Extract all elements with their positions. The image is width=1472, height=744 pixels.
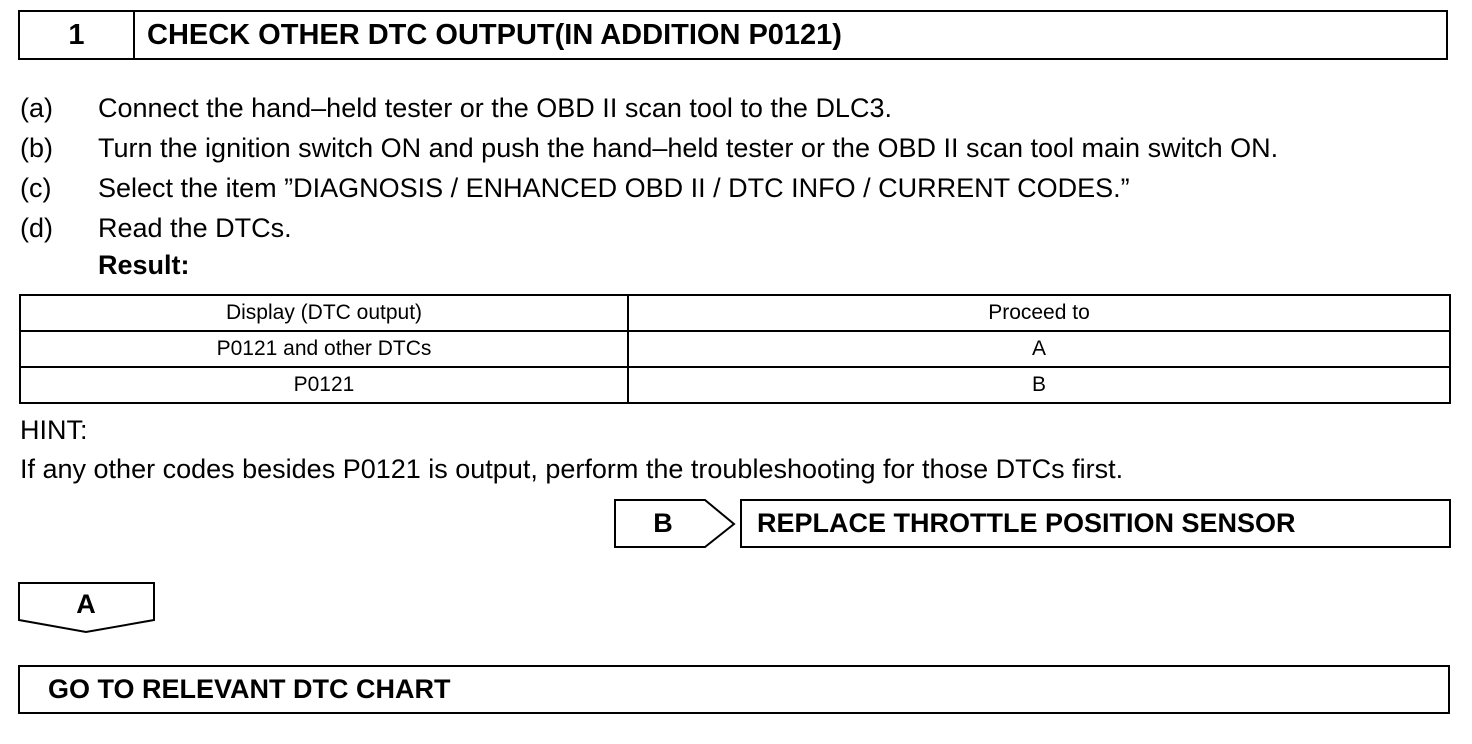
procedure-step-a [20,88,1278,128]
procedure-step-c [20,168,1278,208]
step-title: CHECK OTHER DTC OUTPUT(IN ADDITION P0121) [147,18,842,51]
hint-text: If any other codes besides P0121 is output, perform the troubleshooting for those DTCs first. [20,454,1124,484]
table-cell: B [628,367,1450,403]
procedure-step-d [20,208,1278,248]
procedure-text: Select the item ”DIAGNOSIS / ENHANCED OBD II / DTC INFO / CURRENT CODES.” [98,172,1130,203]
table-row [20,367,1450,403]
procedure-marker: (b) [20,132,53,163]
hint-label: HINT: [20,415,88,445]
table-cell: A [628,331,1450,367]
table-cell: P0121 and other DTCs [20,331,628,367]
result-table [19,294,1451,404]
procedure-text: Read the DTCs. [98,212,292,243]
procedure-marker: (c) [20,172,52,203]
table-header-cell: Display (DTC output) [20,295,628,331]
procedure-step-b [20,128,1278,168]
procedure-marker: (d) [20,212,53,243]
procedure-marker: (a) [20,92,53,123]
step-header [18,10,1448,60]
result-label: Result: [98,250,190,280]
branch-b-label: B [653,507,673,538]
procedure-text: Connect the hand–held tester or the OBD II scan tool to the DLC3. [98,92,892,123]
branch-a-label: A [76,588,96,619]
branch-b-action-box: REPLACE THROTTLE POSITION SENSOR [740,499,1451,548]
step-number: 1 [20,12,135,58]
procedure-list [20,88,1278,248]
branch-a-action-box: GO TO RELEVANT DTC CHART [18,665,1450,714]
table-cell: P0121 [20,367,628,403]
procedure-text: Turn the ignition switch ON and push the hand–held tester or the OBD II scan tool main switch ON. [98,132,1279,163]
table-row [20,331,1450,367]
table-header-cell: Proceed to [628,295,1450,331]
table-header-row [20,295,1450,331]
